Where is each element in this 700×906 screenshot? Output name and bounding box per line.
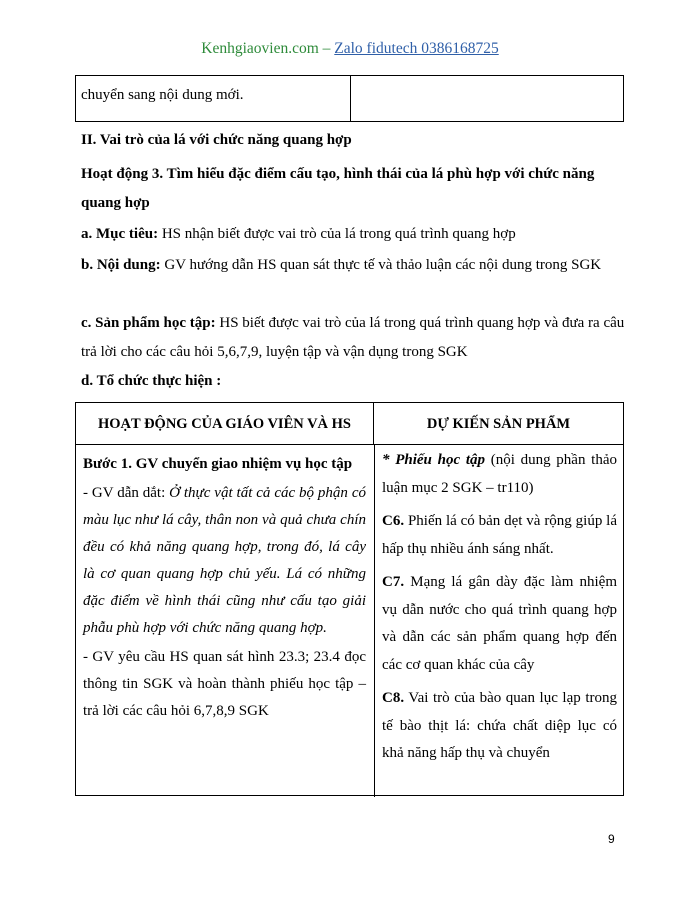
request-paragraph: - GV yêu cầu HS quan sát hình 23.3; 23.4 đọc thông tin SGK và hoàn thành phiếu học tập – trả lời các câu hỏi 6,7,8,9 SGK	[83, 649, 366, 719]
organization-heading: d. Tổ chức thực hiện :	[81, 373, 222, 389]
worksheet-paragraph	[382, 447, 617, 502]
expected-product-cell	[382, 447, 617, 774]
lead-prefix: - GV dẫn dắt:	[83, 485, 170, 501]
lead-text: Ở thực vật tất cả các bộ phận có màu lục như lá cây, thân non và quả chưa chín đều có khả năng quang hợp, trong đó, lá cây là cơ quan quang hợp chủ yếu. Lá có những đặc điểm về hình thái cũng như cấu tạo giải phẫu phù hợp với chức năng quang hợp.	[83, 485, 366, 636]
site-name: Kenhgiaovien.com	[201, 40, 319, 57]
table-header-row	[76, 403, 623, 445]
answer-label: C6.	[382, 513, 405, 529]
answer-label: C7.	[382, 574, 405, 590]
section-heading: II. Vai trò của lá với chức năng quang hợp	[81, 132, 352, 148]
answer-label: C8.	[382, 690, 405, 706]
page-header	[0, 40, 700, 58]
content-paragraph	[81, 251, 626, 280]
continued-cell-left: chuyển sang nội dung mới.	[76, 76, 351, 121]
continued-table	[75, 75, 624, 122]
col-header-teacher-activity: HOẠT ĐỘNG CỦA GIÁO VIÊN VÀ HS	[76, 403, 374, 444]
content-text: GV hướng dẫn HS quan sát thực tế và thảo luận các nội dung trong SGK	[160, 257, 602, 273]
objective-label: a. Mục tiêu:	[81, 226, 159, 242]
product-label: c. Sản phẩm học tập:	[81, 315, 216, 331]
activity-title: Hoạt động 3. Tìm hiểu đặc điểm cấu tạo, hình thái của lá phù hợp với chức năng quang hợp	[81, 166, 595, 211]
continued-cell-right	[351, 76, 623, 121]
activity-table	[75, 402, 624, 796]
column-divider	[374, 445, 375, 797]
worksheet-text: (nội dung phần thảo luận mục 2 SGK – tr110)	[382, 452, 617, 496]
zalo-contact-link[interactable]: Zalo fidutech 0386168725	[334, 40, 499, 57]
answer-c8	[382, 685, 617, 768]
step-title: Bước 1. GV chuyển giao nhiệm vụ học tập	[83, 456, 353, 472]
header-separator: –	[318, 40, 335, 57]
answer-c6	[382, 508, 617, 563]
answer-c7	[382, 569, 617, 679]
teacher-activity-cell	[83, 451, 366, 727]
objective-paragraph	[81, 220, 626, 249]
content-label: b. Nội dung:	[81, 257, 161, 273]
answer-text: Phiến lá có bản dẹt và rộng giúp lá hấp thụ nhiều ánh sáng nhất.	[382, 513, 617, 557]
product-paragraph	[81, 309, 626, 367]
objective-text: HS nhận biết được vai trò của lá trong quá trình quang hợp	[158, 226, 516, 242]
answer-text: Vai trò của bào quan lục lạp trong tế bào thịt lá: chứa chất diệp lục có khả năng hấp thụ và chuyển	[382, 690, 617, 761]
answer-text: Mạng lá gân dày đặc làm nhiệm vụ dẫn nước cho quá trình quang hợp và dẫn các sản phẩm quang hợp đến các cơ quan khác của cây	[382, 574, 617, 673]
page-number: 9	[608, 832, 615, 846]
product-text: HS biết được vai trò của lá trong quá trình quang hợp và đưa ra câu trả lời cho các câu hỏi 5,6,7,9, luyện tập và vận dụng trong SGK	[81, 315, 625, 360]
lead-paragraph	[83, 480, 366, 642]
worksheet-label: * Phiếu học tập	[382, 452, 485, 468]
col-header-expected-product: DỰ KIẾN SẢN PHẨM	[426, 416, 571, 432]
